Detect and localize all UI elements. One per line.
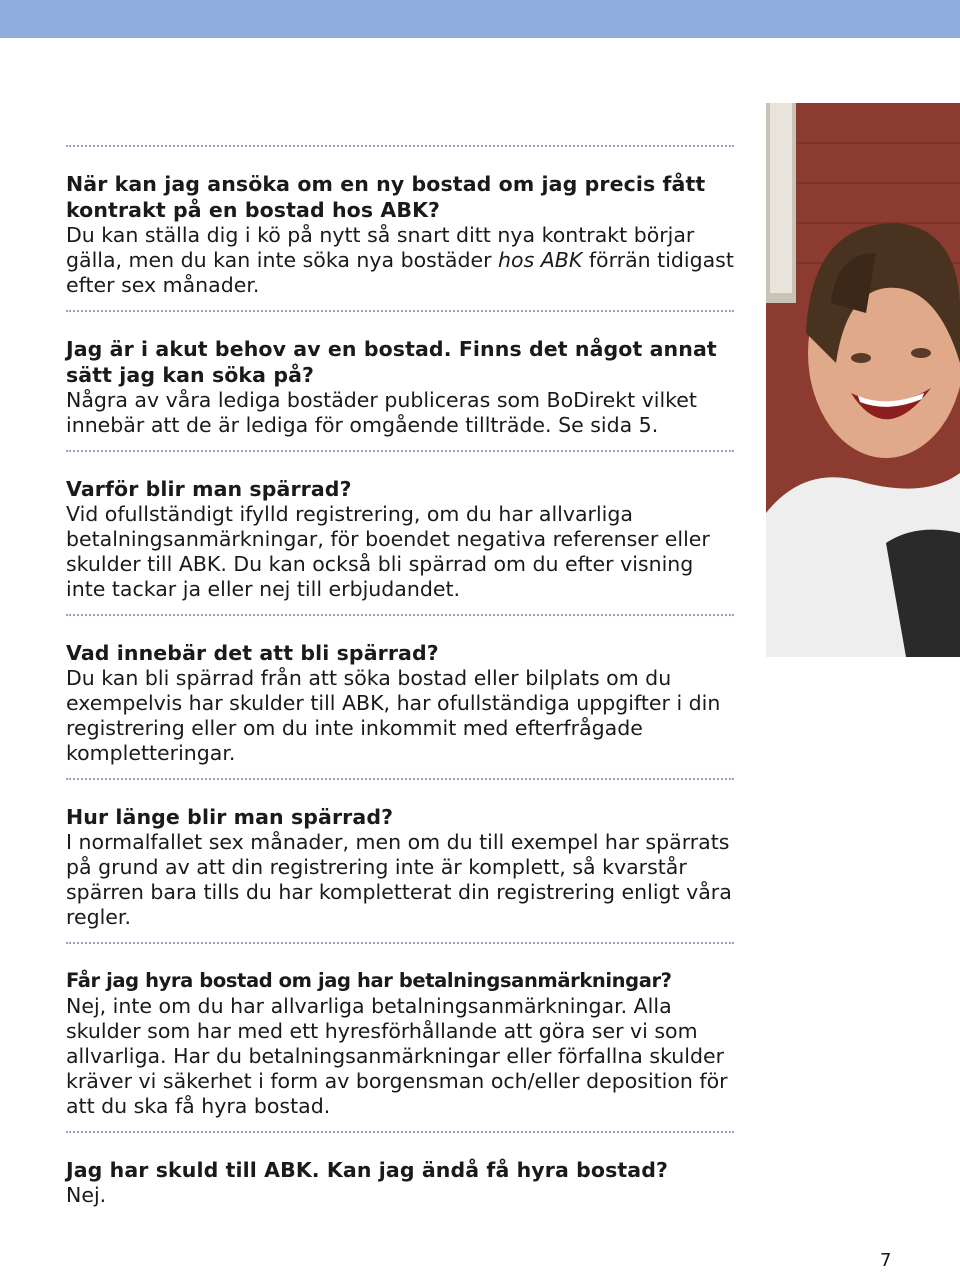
faq-item	[66, 640, 734, 766]
faq-item	[66, 336, 734, 438]
faq-question: Jag har skuld till ABK. Kan jag ändå få hyra bostad?	[66, 1158, 669, 1182]
faq-answer: Du kan bli spärrad från att söka bostad eller bilplats om du exempelvis har skulder till ABK, har ofullständiga uppgifter i din registrering eller om du inte inkommit med efterfrågade kompletteringar.	[66, 666, 721, 765]
faq-content	[66, 145, 734, 1208]
faq-item	[66, 171, 734, 298]
faq-item	[66, 1157, 734, 1208]
faq-answer: Några av våra lediga bostäder publiceras som BoDirekt vilket innebär att de är lediga för omgående tillträde. Se sida 5.	[66, 388, 697, 437]
faq-question: Varför blir man spärrad?	[66, 477, 352, 501]
faq-question: Vad innebär det att bli spärrad?	[66, 641, 439, 665]
header-bar	[0, 0, 960, 38]
portrait-illustration	[766, 103, 960, 657]
faq-answer: Du kan ställa dig i kö på nytt så snart ditt nya kontrakt börjar gälla, men du kan inte söka nya bostäder hos ABK förrän tidigast efter sex månader.	[66, 223, 734, 297]
page-number: 7	[880, 1250, 892, 1271]
faq-item	[66, 804, 734, 930]
faq-question: När kan jag ansöka om en ny bostad om jag precis fått kontrakt på en bostad hos ABK?	[66, 172, 706, 222]
faq-question: Hur länge blir man spärrad?	[66, 805, 394, 829]
faq-question: Jag är i akut behov av en bostad. Finns det något annat sätt jag kan söka på?	[66, 337, 717, 387]
portrait-photo	[766, 103, 960, 657]
faq-question: Får jag hyra bostad om jag har betalningsanmärkningar?	[66, 969, 672, 992]
faq-answer: I normalfallet sex månader, men om du till exempel har spärrats på grund av att din registrering inte är komplett, så kvarstår spärren bara tills du har kompletterat din registrering enligt våra regler.	[66, 830, 732, 929]
faq-answer: Vid ofullständigt ifylld registrering, om du har allvarliga betalningsanmärkningar, för boendet negativa referenser eller skulder till ABK. Du kan också bli spärrad om du efter visning inte tackar ja eller nej till erbjudandet.	[66, 502, 710, 601]
faq-answer: Nej.	[66, 1183, 107, 1207]
faq-answer: Nej, inte om du har allvarliga betalningsanmärkningar. Alla skulder som har med ett hyresförhållande att göra ser vi som allvarliga. Har du betalningsanmärkningar eller förfallna skulder kräver vi säkerhet i form av borgensman och/eller deposition för att du ska få hyra bostad.	[66, 994, 728, 1118]
faq-item	[66, 476, 734, 602]
faq-item	[66, 968, 734, 1119]
